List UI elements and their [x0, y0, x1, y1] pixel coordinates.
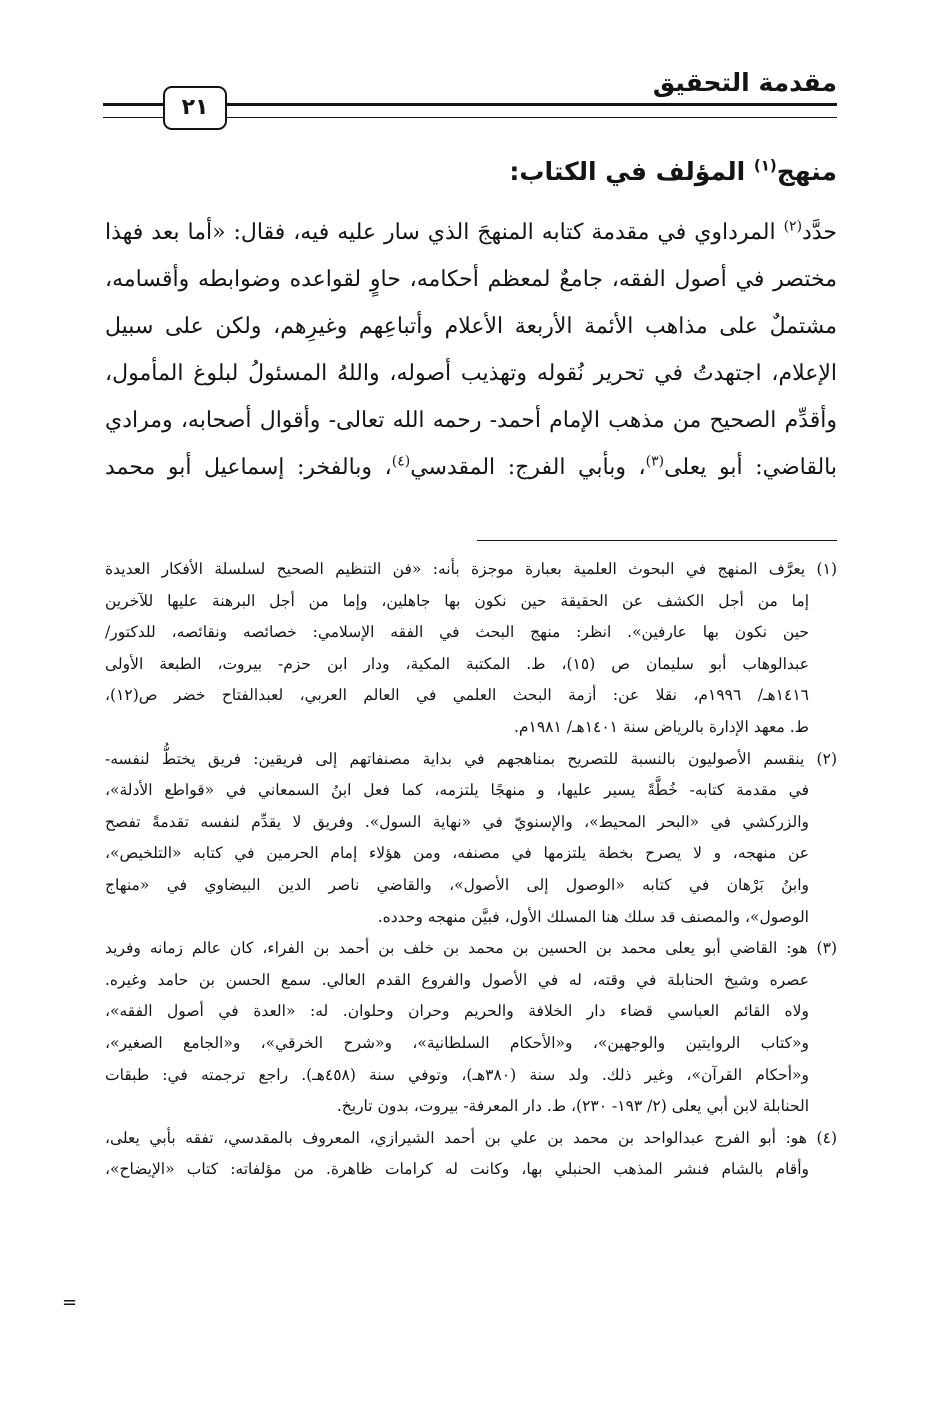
footnote-line: ١٤١٦هـ/ ١٩٩٦م، نقلا عن: أزمة البحث العلمي في العالم العربي، لعبدالفتاح خضر ص(١٢)، [105, 686, 809, 705]
body-line: الإعلام، اجتهدتُ في تحرير نُقوله وتهذيب أصوله، واللهُ المسئولُ لبلوغ المأمول، [105, 361, 837, 386]
footnote-line: وأقام بالشام فنشر المذهب الحنبلي بها، وكانت له كرامات ظاهرة. من مؤلفاته: كتاب «الإيضاح»، [105, 1160, 809, 1179]
footnote-line: ط. معهد الإدارة بالرياض سنة ١٤٠١هـ/ ١٩٨١م. [513, 717, 809, 736]
page-number: ٢١ [163, 86, 227, 130]
footnote-ref: (١) [753, 156, 777, 175]
body-text: المرداوي في مقدمة كتابه المنهجَ الذي سار عليه فيه، فقال: «أما بعد فهذا [105, 220, 784, 245]
footnote-ref: (٤) [391, 453, 411, 470]
footnote-line: (٤) هو: أبو الفرج عبدالواحد بن محمد بن علي بن أحمد الشيرازي، المعروف بالمقدسي، تفقه بأبي يعلى، [105, 1128, 837, 1147]
body-line: مشتملٌ على مذاهب الأئمة الأربعة الأعلام وأتباعِهم وغيرِهم، ولكن على سبيل [105, 314, 837, 339]
footnote-line: والزركشي في «البحر المحيط»، والإسنويّ في «نهاية السول». وفريق لا يقدِّم لنفسه تقدمةً تفصح [105, 812, 809, 831]
footnote-line: (٣) هو: القاضي أبو يعلى محمد بن الحسين بن محمد بن خلف بن أحمد بن الفراء، كان عالم زمانه وفريد [105, 939, 837, 958]
body-text: ، وبالفخر: إسماعيل أبو محمد [105, 455, 392, 480]
footnote-line: عبدالوهاب أبو سليمان ص (١٥)، ط. المكتبة المكية، ودار ابن حزم- بيروت، الطبعة الأولى [105, 654, 809, 673]
body-line [105, 444, 837, 491]
section-heading [509, 152, 837, 192]
footnote-2 [105, 744, 837, 934]
heading-text-start: منهج [776, 157, 837, 186]
footnote-3 [105, 933, 837, 1123]
footnote-line: الحنابلة لابن أبي يعلى (٢/ ١٩٣- ٢٣٠)، ط. دار المعرفة- بيروت، بدون تاريخ. [336, 1097, 809, 1116]
footnote-ref: (٣) [645, 453, 665, 470]
footnote-line: إما من أجل الكشف عن الحقيقة حين نكون بها جاهلين، وإما من أجل البرهنة عليها للآخرين [105, 591, 809, 610]
continuation-mark: = [62, 1292, 78, 1313]
body-text: بالقاضي: أبو يعلى [664, 455, 838, 480]
main-paragraph [105, 209, 837, 491]
footnotes [105, 554, 837, 1186]
body-line [105, 209, 837, 256]
footnote-line: في مقدمة كتابه- خُطَّةً يسير عليها، و منهجًا يلتزمه، كما فعل ابنُ السمعاني في «قواطع الأدلة»، [105, 781, 809, 800]
body-line: وأقدِّم الصحيح من مذهب الإمام أحمد- رحمه الله تعالى- وأقوال أصحابه، ومرادي [105, 408, 837, 433]
running-title: مقدمة التحقيق [652, 68, 837, 97]
footnote-line: عن منهجه، و لا يصرح بخطة يلتزمها في مصنفه، ومن هؤلاء إمام الحرمين في كتابه «التلخيص»، [105, 844, 809, 863]
footnote-line: وابنُ بَرْهان في كتابه «الوصول إلى الأصول»، والقاضي ناصر الدين البيضاوي في «منهاج [105, 875, 809, 894]
body-text: حدَّد [802, 220, 837, 245]
footnote-ref: (٢) [783, 218, 803, 235]
footnote-1 [105, 554, 837, 744]
body-line: مختصر في أصول الفقه، جامعٌ لمعظم أحكامه، حاوٍ لقواعده وضوابطه وأقسامه، [105, 267, 837, 292]
footnote-line: و«أحكام القرآن»، وغير ذلك. ولد سنة (٣٨٠هـ)، وتوفي سنة (٤٥٨هـ). راجع ترجمته في: طبقات [105, 1065, 809, 1084]
heading-text-end: المؤلف في الكتاب: [509, 157, 754, 186]
body-text: ، وبأبي الفرج: المقدسي [410, 455, 646, 480]
footnote-line: ولاه القائم العباسي قضاء دار الخلافة والحريم وحران وحلوان. له: «العدة في أصول الفقه»، [105, 1002, 809, 1021]
footnote-line: حين نكون بها عارفين». انظر: منهج البحث في الفقه الإسلامي: خصائصه ونقائصه، للدكتور/ [105, 623, 809, 642]
footnote-line: (١) يعرَّف المنهج في البحوث العلمية بعبارة موجزة بأنه: «فن التنظيم الصحيح لسلسلة الأفكار العديدة [105, 560, 837, 578]
footnote-line: عصره وشيخ الحنابلة في وقته، له في الأصول والفروع القدم العالي. سمع الحسن بن حامد وغيره. [105, 970, 809, 989]
footnote-4 [105, 1123, 837, 1186]
footnote-separator [477, 540, 837, 541]
footnote-line: الوصول»، والمصنف قد سلك هنا المسلك الأول، فبيَّن منهجه وحدده. [377, 907, 809, 926]
footnote-line: (٢) ينقسم الأصوليون بالنسبة للتصريح بمناهجهم في بداية مصنفاتهم إلى فريقين: فريق يختطُّ لنفسه- [105, 749, 837, 768]
footnote-line: و«كتاب الروايتين والوجهين»، و«الأحكام السلطانية»، و«شرح الخرقي»، و«الجامع الصغير»، [105, 1033, 809, 1052]
